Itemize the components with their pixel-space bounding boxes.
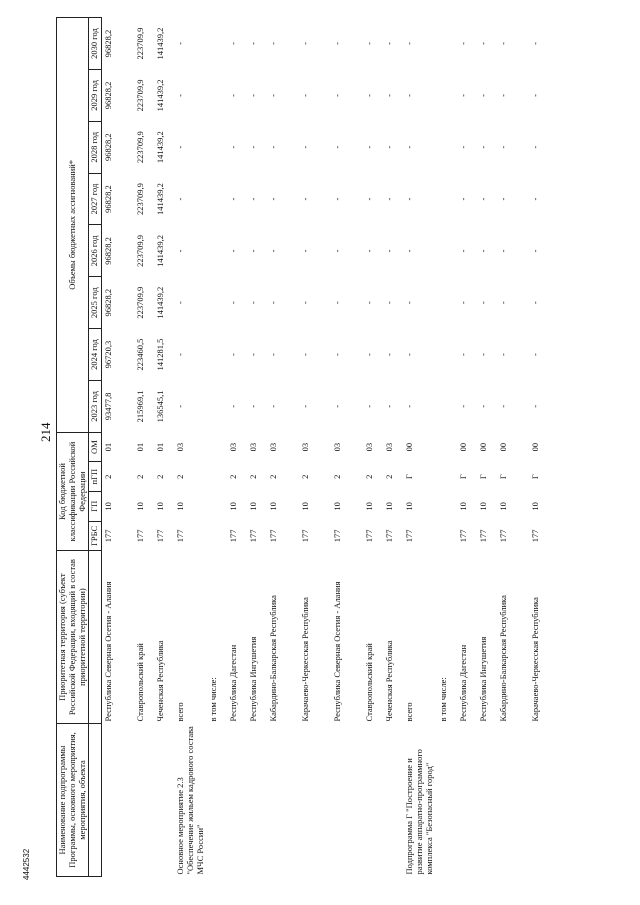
code-cell: 03 — [300, 442, 311, 452]
value-cell: - — [384, 93, 395, 97]
budget-sheet — [56, 17, 612, 877]
value-cell: 215969,1 — [135, 390, 146, 423]
value-cell: - — [228, 197, 239, 201]
value-cell: 141439,2 — [155, 286, 166, 319]
code-cell: 03 — [364, 442, 375, 452]
territory-cell: Республика Северная Осетия - Алания — [332, 581, 343, 722]
code-cell: Г — [457, 474, 468, 480]
code-cell: 2 — [248, 474, 259, 479]
value-cell: - — [268, 42, 279, 45]
value-cell: - — [477, 404, 488, 408]
value-cell: - — [529, 197, 540, 201]
value-cell: - — [268, 93, 279, 97]
code-cell: 00 — [529, 442, 540, 452]
value-cell: - — [364, 197, 375, 201]
value-cell: - — [364, 353, 375, 356]
territory-cell: Карачаево-Черкесская Республика — [300, 597, 311, 722]
value-cell: - — [175, 353, 186, 356]
territory-cell: в том числе: — [208, 677, 219, 722]
value-cell — [437, 173, 457, 225]
value-cell: - — [332, 197, 343, 201]
header-year: 2029 год — [89, 69, 102, 121]
value-cell: 96828,2 — [103, 185, 114, 213]
header-code-pgp: пГП — [89, 462, 102, 492]
code-cell: 2 — [103, 474, 114, 479]
code-cell: 2 — [300, 474, 311, 479]
value-cell: - — [364, 93, 375, 97]
value-cell: - — [300, 93, 311, 97]
program-name-cell — [247, 723, 267, 876]
value-cell: - — [457, 197, 468, 201]
value-cell: - — [384, 404, 395, 408]
territory-cell: Чеченская Республика — [155, 640, 166, 722]
code-cell: 10 — [529, 502, 540, 511]
code-cell: 177 — [529, 529, 540, 543]
code-cell: Г — [497, 474, 508, 480]
table-row — [102, 18, 135, 877]
code-cell: 2 — [155, 474, 166, 479]
value-cell: 223709,9 — [135, 234, 146, 267]
value-cell — [207, 380, 227, 432]
header-year: 2025 год — [89, 277, 102, 329]
value-cell: - — [497, 42, 508, 45]
program-name-cell — [267, 723, 299, 876]
value-cell: 223709,9 — [135, 79, 146, 112]
code-cell: 177 — [364, 529, 375, 543]
value-cell: - — [477, 42, 488, 45]
table-row — [267, 18, 299, 877]
value-cell: - — [175, 42, 186, 45]
header-code-group: Код бюджетной классификации Российской Федерации — [57, 432, 89, 550]
value-cell: - — [300, 301, 311, 305]
value-cell: - — [529, 249, 540, 253]
value-cell: - — [404, 42, 415, 45]
value-cell: - — [404, 301, 415, 305]
header-year: 2023 год — [89, 380, 102, 432]
value-cell — [437, 18, 457, 70]
value-cell: - — [364, 42, 375, 45]
value-cell: - — [268, 197, 279, 201]
value-cell: - — [332, 353, 343, 356]
value-cell: - — [300, 145, 311, 149]
budget-table — [56, 17, 561, 877]
value-cell: - — [268, 353, 279, 356]
code-cell: 10 — [248, 502, 259, 511]
table-row — [174, 18, 207, 877]
page-number: 214 — [38, 422, 53, 442]
territory-cell: всего — [404, 702, 415, 722]
value-cell: 223709,9 — [135, 183, 146, 215]
document-id: 4442532 — [22, 848, 31, 880]
value-cell: - — [477, 301, 488, 305]
header-code-gp: ГП — [89, 492, 102, 522]
value-cell: 223460,5 — [135, 338, 146, 371]
value-cell: - — [228, 145, 239, 149]
table-row — [477, 18, 497, 877]
header-year: 2026 год — [89, 225, 102, 277]
value-cell: - — [457, 301, 468, 305]
code-cell: 03 — [228, 442, 239, 452]
value-cell: - — [175, 93, 186, 97]
value-cell: - — [457, 249, 468, 253]
table-row — [457, 18, 477, 877]
value-cell: - — [384, 197, 395, 201]
value-cell: - — [404, 145, 415, 149]
code-cell — [207, 492, 227, 522]
program-name-cell — [477, 723, 497, 876]
value-cell: - — [497, 404, 508, 408]
value-cell: - — [364, 249, 375, 253]
program-name-cell — [529, 723, 561, 876]
code-cell: 03 — [384, 442, 395, 452]
code-cell — [437, 432, 457, 462]
value-cell: 141439,2 — [155, 131, 166, 164]
header-code-om: ОМ — [89, 432, 102, 462]
code-cell: 177 — [135, 529, 146, 543]
value-cell: 141281,5 — [155, 338, 166, 371]
value-cell: - — [248, 249, 259, 253]
header-year: 2027 год — [89, 173, 102, 225]
territory-cell: Республика Ингушетия — [248, 636, 259, 722]
value-cell: - — [175, 249, 186, 253]
table-row — [227, 18, 247, 877]
table-row — [207, 18, 227, 877]
value-cell: - — [268, 404, 279, 408]
value-cell: - — [457, 145, 468, 149]
header-code-grbs: ГРБС — [89, 521, 102, 551]
value-cell: - — [228, 301, 239, 305]
value-cell: - — [529, 42, 540, 45]
value-cell: - — [457, 404, 468, 408]
value-cell — [437, 225, 457, 277]
value-cell: - — [248, 145, 259, 149]
value-cell: 141439,2 — [155, 27, 166, 60]
value-cell: - — [404, 353, 415, 356]
value-cell: - — [332, 249, 343, 253]
value-cell: - — [228, 42, 239, 45]
value-cell: 223709,9 — [135, 27, 146, 60]
value-cell: - — [268, 249, 279, 253]
value-cell: - — [497, 145, 508, 149]
program-name-cell — [227, 723, 247, 876]
code-cell: 03 — [268, 442, 279, 452]
code-cell: 177 — [477, 529, 488, 543]
value-cell: - — [497, 353, 508, 356]
value-cell: - — [529, 145, 540, 149]
value-cell: - — [529, 93, 540, 97]
code-cell — [207, 432, 227, 462]
value-cell: - — [364, 145, 375, 149]
value-cell: - — [248, 301, 259, 305]
code-cell — [207, 521, 227, 551]
value-cell: 96828,2 — [103, 133, 114, 162]
code-cell: 2 — [135, 474, 146, 479]
value-cell: - — [364, 301, 375, 305]
code-cell: 177 — [248, 529, 259, 543]
code-cell: 10 — [364, 502, 375, 511]
table-row — [437, 18, 457, 877]
value-cell: - — [497, 197, 508, 201]
header-year: 2024 год — [89, 329, 102, 381]
header-territory: Приоритетная территория (субъект Российской Федерации, входящий в состав приоритетной территории) — [57, 551, 89, 724]
value-cell: - — [404, 93, 415, 97]
value-cell — [437, 380, 457, 432]
value-cell: - — [332, 404, 343, 408]
code-cell: 177 — [457, 529, 468, 543]
program-name-cell — [497, 723, 529, 876]
value-cell: - — [300, 197, 311, 201]
code-cell: 10 — [477, 502, 488, 511]
header-year: 2028 год — [89, 121, 102, 173]
code-cell: 10 — [404, 502, 415, 511]
program-name-cell — [299, 723, 331, 876]
value-cell: - — [175, 145, 186, 149]
value-cell — [207, 173, 227, 225]
table-row — [363, 18, 383, 877]
table-row — [529, 18, 561, 877]
value-cell — [207, 121, 227, 173]
value-cell: - — [384, 145, 395, 149]
value-cell: - — [384, 353, 395, 356]
value-cell: - — [497, 249, 508, 253]
value-cell: - — [228, 404, 239, 408]
code-cell: 10 — [332, 502, 343, 511]
code-cell: 10 — [497, 502, 508, 511]
value-cell: 141439,2 — [155, 183, 166, 215]
table-row — [154, 18, 174, 877]
code-cell: 00 — [497, 442, 508, 452]
territory-cell: Кабардино-Балкарская Республика — [268, 595, 279, 722]
code-cell: 01 — [135, 442, 146, 452]
header-volumes: Объемы бюджетных ассигнований* — [57, 18, 89, 433]
territory-cell: Кабардино-Балкарская Республика — [497, 595, 508, 722]
value-cell: - — [332, 301, 343, 305]
value-cell: - — [497, 93, 508, 97]
code-cell: 2 — [228, 474, 239, 479]
value-cell: - — [248, 353, 259, 356]
territory-cell: всего — [175, 702, 186, 722]
value-cell: 96828,2 — [103, 237, 114, 265]
code-cell — [437, 492, 457, 522]
table-row — [134, 18, 154, 877]
value-cell: - — [404, 249, 415, 253]
code-cell — [207, 462, 227, 492]
value-cell: - — [529, 353, 540, 356]
table-row — [383, 18, 403, 877]
table-row — [299, 18, 331, 877]
value-cell: 96828,2 — [103, 288, 114, 317]
value-cell: - — [364, 404, 375, 408]
value-cell: 96828,2 — [103, 81, 114, 110]
code-cell: 177 — [155, 529, 166, 543]
value-cell: - — [228, 249, 239, 253]
table-body — [102, 18, 561, 877]
code-cell: 177 — [268, 529, 279, 543]
code-cell: 10 — [175, 502, 186, 511]
code-cell: 01 — [155, 442, 166, 452]
territory-cell: Республика Ингушетия — [477, 636, 488, 722]
value-cell: - — [404, 404, 415, 408]
value-cell: 96828,2 — [103, 29, 114, 58]
value-cell: 141439,2 — [155, 79, 166, 112]
program-name-cell: Подпрограмма Г "Построение и развитие аппаратно-программного комплекса "Безопасный город" — [404, 749, 434, 875]
value-cell: - — [384, 42, 395, 45]
value-cell — [207, 277, 227, 329]
program-name-cell — [207, 723, 227, 876]
code-cell: 2 — [175, 474, 186, 479]
code-cell: 03 — [248, 442, 259, 452]
code-cell: 10 — [300, 502, 311, 511]
code-cell: 177 — [497, 529, 508, 543]
value-cell: - — [457, 42, 468, 45]
territory-cell: Ставропольский край — [364, 643, 375, 722]
code-cell: 00 — [477, 442, 488, 452]
value-cell — [437, 69, 457, 121]
value-cell: - — [248, 404, 259, 408]
code-cell: 177 — [103, 529, 114, 543]
value-cell: - — [248, 93, 259, 97]
code-cell — [437, 462, 457, 492]
code-cell — [437, 521, 457, 551]
value-cell: - — [477, 249, 488, 253]
value-cell — [207, 18, 227, 70]
value-cell: - — [175, 301, 186, 305]
value-cell: - — [477, 353, 488, 356]
program-name-cell — [437, 723, 457, 876]
territory-cell: Ставропольский край — [135, 643, 146, 722]
header-name: Наименование подпрограммы Программы, основного мероприятия, мероприятия, объекта — [57, 723, 89, 876]
program-name-cell — [102, 723, 135, 876]
value-cell: - — [529, 404, 540, 408]
value-cell — [207, 225, 227, 277]
value-cell: - — [477, 93, 488, 97]
value-cell: - — [457, 353, 468, 356]
program-name-cell — [383, 723, 403, 876]
program-name-cell — [134, 723, 154, 876]
value-cell: - — [477, 145, 488, 149]
value-cell: 96720,3 — [103, 340, 114, 369]
territory-cell: Республика Дагестан — [457, 644, 468, 722]
value-cell: - — [228, 93, 239, 97]
value-cell: - — [332, 145, 343, 149]
value-cell: - — [384, 301, 395, 305]
code-cell: 00 — [404, 442, 415, 452]
territory-cell: Республика Северная Осетия - Алания — [103, 581, 114, 722]
code-cell: 2 — [332, 474, 343, 479]
code-cell: 177 — [404, 529, 415, 543]
table-row — [497, 18, 529, 877]
value-cell: 141439,2 — [155, 234, 166, 267]
code-cell: 177 — [300, 529, 311, 543]
value-cell: - — [332, 93, 343, 97]
value-cell: 223709,9 — [135, 286, 146, 319]
value-cell: - — [268, 145, 279, 149]
program-name-cell — [154, 723, 174, 876]
code-cell: 10 — [457, 502, 468, 511]
value-cell: 136545,1 — [155, 390, 166, 423]
code-cell: 10 — [384, 502, 395, 511]
value-cell: - — [457, 93, 468, 97]
code-cell: 2 — [384, 474, 395, 479]
value-cell: - — [300, 353, 311, 356]
code-cell: 2 — [268, 474, 279, 479]
header-year: 2030 год — [89, 18, 102, 70]
value-cell — [437, 121, 457, 173]
value-cell: - — [228, 353, 239, 356]
table-row — [331, 18, 363, 877]
value-cell: - — [268, 301, 279, 305]
program-name-cell — [457, 723, 477, 876]
value-cell — [207, 69, 227, 121]
value-cell: - — [300, 404, 311, 408]
value-cell: - — [300, 42, 311, 45]
value-cell: - — [300, 249, 311, 253]
code-cell: Г — [529, 474, 540, 480]
code-cell: 10 — [228, 502, 239, 511]
value-cell: - — [332, 42, 343, 45]
code-cell: 03 — [332, 442, 343, 452]
territory-cell: Карачаево-Черкесская Республика — [529, 597, 540, 722]
table-row — [247, 18, 267, 877]
code-cell: Г — [404, 474, 415, 480]
code-cell: Г — [477, 474, 488, 480]
value-cell: - — [248, 197, 259, 201]
value-cell: - — [497, 301, 508, 305]
code-cell: 177 — [228, 529, 239, 543]
value-cell — [437, 277, 457, 329]
code-cell: 2 — [364, 474, 375, 479]
program-name-cell — [363, 723, 383, 876]
value-cell: 93477,8 — [103, 392, 114, 421]
territory-cell: Чеченская Республика — [384, 640, 395, 722]
code-cell: 177 — [175, 529, 186, 543]
value-cell: 223709,9 — [135, 131, 146, 164]
program-name-cell — [331, 723, 363, 876]
code-cell: 177 — [332, 529, 343, 543]
value-cell: - — [248, 42, 259, 45]
code-cell: 177 — [384, 529, 395, 543]
code-cell: 01 — [103, 442, 114, 452]
code-cell: 10 — [268, 502, 279, 511]
value-cell: - — [384, 249, 395, 253]
value-cell: - — [404, 197, 415, 201]
value-cell — [207, 329, 227, 381]
table-row — [403, 18, 436, 877]
value-cell: - — [477, 197, 488, 201]
code-cell: 10 — [155, 502, 166, 511]
value-cell: - — [175, 197, 186, 201]
value-cell — [437, 329, 457, 381]
value-cell: - — [175, 404, 186, 408]
code-cell: 03 — [175, 442, 186, 452]
code-cell: 10 — [135, 502, 146, 511]
value-cell: - — [529, 301, 540, 305]
code-cell: 00 — [457, 442, 468, 452]
territory-cell: в том числе: — [437, 677, 448, 722]
program-name-cell: Основное мероприятие 2.3 "Обеспечение жильем кадрового состава МЧС России" — [175, 726, 205, 875]
code-cell: 10 — [103, 502, 114, 511]
territory-cell: Республика Дагестан — [228, 644, 239, 722]
